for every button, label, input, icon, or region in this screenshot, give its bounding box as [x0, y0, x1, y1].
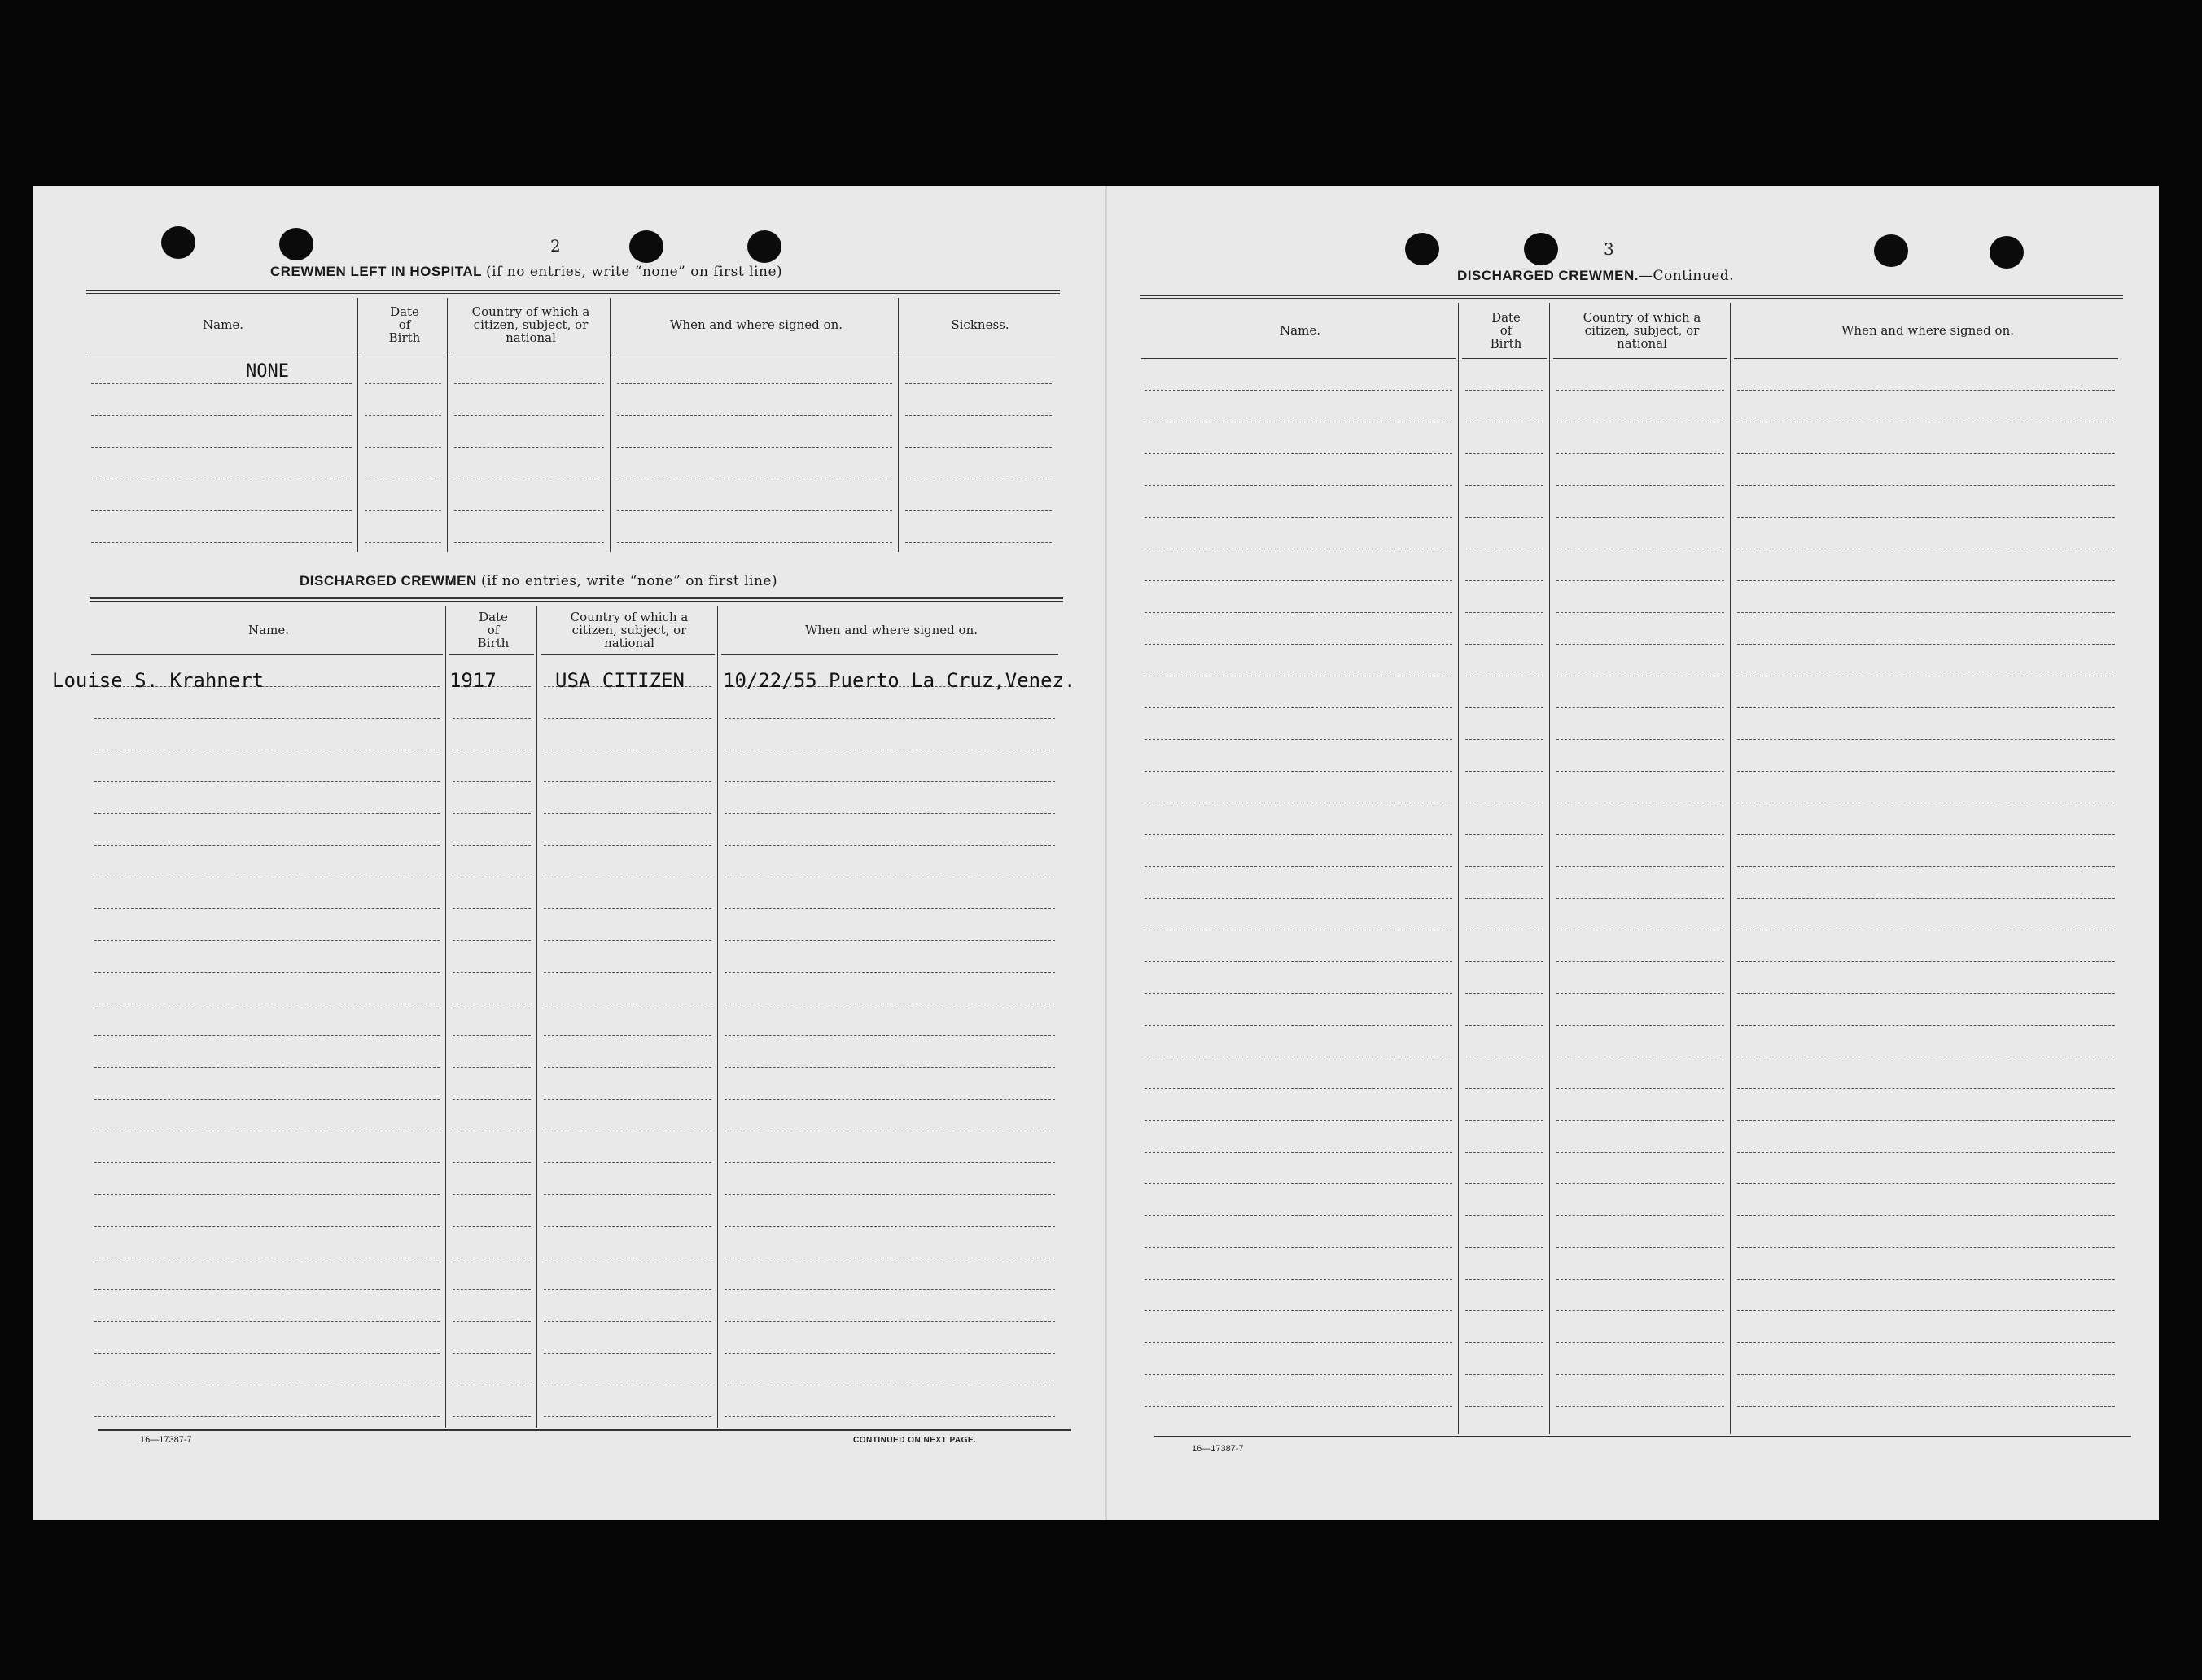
column-divider	[447, 298, 448, 552]
entry-line	[454, 542, 604, 543]
entry-line	[1465, 771, 1543, 772]
header-underline	[1734, 358, 2118, 359]
entry-line	[1737, 993, 2115, 994]
entry-line	[94, 718, 440, 719]
column-divider	[445, 606, 446, 1428]
entry-line	[1556, 1183, 1724, 1184]
entry-line	[453, 972, 531, 973]
entry-line	[725, 1226, 1055, 1227]
entry-line	[1737, 1374, 2115, 1375]
page-number-left: 2	[550, 236, 561, 256]
entry-line	[544, 718, 711, 719]
column-divider	[1458, 303, 1459, 1434]
entry-line	[1556, 866, 1724, 867]
entry-line	[91, 510, 352, 511]
entry-line	[94, 1226, 440, 1227]
entry-line	[617, 447, 892, 448]
left-bottom-rule	[98, 1429, 1071, 1431]
entry-line	[544, 972, 711, 973]
entry-line	[453, 1226, 531, 1227]
entry-line	[544, 1416, 711, 1417]
entry-line	[1737, 898, 2115, 899]
column-divider	[536, 606, 537, 1428]
right-top-rule	[1140, 295, 2123, 299]
discharged-table	[52, 606, 1076, 1428]
punch-hole	[1874, 234, 1908, 267]
entry-line	[725, 1321, 1055, 1322]
column-header: When and where signed on.	[1841, 323, 2014, 338]
entry-line	[1556, 644, 1724, 645]
entry-line	[1465, 1152, 1543, 1153]
entry-line	[544, 1226, 711, 1227]
entry-line	[1465, 1279, 1543, 1280]
punch-hole	[629, 230, 663, 263]
continued-table	[1140, 303, 2123, 1434]
punch-hole	[1990, 236, 2024, 269]
entry-line	[1145, 866, 1452, 867]
column-header: When and where signed on.	[804, 623, 978, 637]
entry-line	[1465, 644, 1543, 645]
entry-line	[1737, 771, 2115, 772]
entry-line	[453, 781, 531, 782]
entry-line	[453, 1416, 531, 1417]
entry-line	[1465, 834, 1543, 835]
entry-line	[1556, 1120, 1724, 1121]
entry-line	[94, 1067, 440, 1068]
page-number-right: 3	[1604, 239, 1614, 259]
entry-line	[1556, 1025, 1724, 1026]
entry-line	[1556, 1088, 1724, 1089]
entry-line	[91, 383, 352, 384]
entry-line	[1737, 580, 2115, 581]
entry-line	[1556, 739, 1724, 740]
entry-line	[94, 813, 440, 814]
entry-line	[1145, 1120, 1452, 1121]
entry-line	[1737, 1088, 2115, 1089]
column-header: Name.	[1280, 323, 1320, 338]
hospital-top-rule	[86, 290, 1060, 294]
entry-line	[1465, 390, 1543, 391]
entry-line	[1145, 739, 1452, 740]
entry-signed-on: 10/22/55 Puerto La Cruz,Venez.	[723, 669, 1076, 692]
entry-line	[725, 718, 1055, 719]
entry-line	[453, 813, 531, 814]
entry-line	[1145, 961, 1452, 962]
document-sheet	[33, 186, 2159, 1520]
entry-line	[1145, 580, 1452, 581]
entry-line	[453, 718, 531, 719]
entry-line	[544, 781, 711, 782]
entry-line	[1145, 898, 1452, 899]
entry-line	[94, 781, 440, 782]
entry-line	[94, 845, 440, 846]
entry-line	[453, 1035, 531, 1036]
page-fold	[1105, 186, 1107, 1520]
entry-line	[1145, 1183, 1452, 1184]
entry-line	[1145, 644, 1452, 645]
entry-line	[1737, 1025, 2115, 1026]
entry-line	[94, 1416, 440, 1417]
entry-line	[1556, 612, 1724, 613]
entry-line	[1737, 390, 2115, 391]
entry-line	[544, 1289, 711, 1290]
entry-line	[544, 1194, 711, 1195]
entry-line	[1737, 453, 2115, 454]
entry-line	[94, 1194, 440, 1195]
column-header: Name.	[203, 317, 243, 332]
column-header: Country of which a citizen, subject, or national	[1583, 310, 1701, 351]
entry-line	[905, 383, 1052, 384]
entry-line	[1145, 1215, 1452, 1216]
header-underline	[1462, 358, 1547, 359]
entry-line	[94, 1353, 440, 1354]
entry-line	[453, 1194, 531, 1195]
column-header: Country of which a citizen, subject, or national	[570, 610, 689, 650]
entry-line	[725, 1162, 1055, 1163]
entry-line	[1737, 961, 2115, 962]
entry-line	[1737, 1279, 2115, 1280]
entry-line	[725, 1035, 1055, 1036]
entry-line	[1145, 1342, 1452, 1343]
entry-line	[617, 542, 892, 543]
column-divider	[898, 298, 899, 552]
entry-line	[453, 1099, 531, 1100]
header-underline	[721, 654, 1058, 655]
entry-line	[1465, 1025, 1543, 1026]
discharged-section-title	[300, 573, 777, 589]
entry-line	[1145, 1406, 1452, 1407]
entry-line	[1737, 612, 2115, 613]
hospital-title-note: (if no entries, write “none” on first line)	[486, 264, 783, 280]
entry-line	[1556, 485, 1724, 486]
entry-line	[544, 1067, 711, 1068]
discharged-title-text: DISCHARGED CREWMEN	[300, 573, 477, 588]
column-header: Name.	[248, 623, 289, 637]
entry-line	[1465, 898, 1543, 899]
continued-title-note: —Continued.	[1638, 268, 1735, 284]
entry-line	[1737, 1183, 2115, 1184]
header-underline	[1141, 358, 1456, 359]
entry-line	[1737, 1120, 2115, 1121]
entry-line	[1465, 1120, 1543, 1121]
header-underline	[1553, 358, 1727, 359]
entry-line	[453, 940, 531, 941]
column-divider	[717, 606, 718, 1428]
entry-line	[1145, 771, 1452, 772]
entry-birth: 1917	[449, 669, 497, 692]
header-underline	[449, 654, 534, 655]
entry-line	[544, 813, 711, 814]
hospital-title-text: CREWMEN LEFT IN HOSPITAL	[270, 264, 482, 279]
entry-line	[725, 1067, 1055, 1068]
entry-line	[1556, 1152, 1724, 1153]
entry-line	[1556, 1342, 1724, 1343]
entry-line	[94, 1035, 440, 1036]
entry-line	[1465, 961, 1543, 962]
entry-line	[905, 510, 1052, 511]
entry-line	[1145, 517, 1452, 518]
entry-line	[544, 1035, 711, 1036]
entry-line	[454, 383, 604, 384]
entry-line	[1556, 1310, 1724, 1311]
column-divider	[1730, 303, 1731, 1434]
entry-line	[1556, 898, 1724, 899]
entry-line	[1465, 1342, 1543, 1343]
header-underline	[541, 654, 715, 655]
entry-line	[1145, 993, 1452, 994]
entry-line	[725, 1353, 1055, 1354]
entry-line	[453, 845, 531, 846]
entry-line	[453, 1067, 531, 1068]
entry-line	[905, 447, 1052, 448]
entry-line	[1465, 485, 1543, 486]
entry-line	[1465, 993, 1543, 994]
entry-line	[544, 1099, 711, 1100]
entry-line	[1465, 1215, 1543, 1216]
entry-line	[1737, 866, 2115, 867]
entry-line	[1465, 1374, 1543, 1375]
form-number-right: 16—17387-7	[1192, 1444, 1244, 1454]
column-header: Sickness.	[951, 317, 1009, 332]
entry-line	[1556, 1406, 1724, 1407]
column-header: Country of which a citizen, subject, or national	[471, 304, 590, 345]
entry-line	[1556, 453, 1724, 454]
entry-line	[1737, 739, 2115, 740]
entry-line	[94, 940, 440, 941]
entry-line	[1556, 771, 1724, 772]
column-header: Date of Birth	[477, 610, 510, 650]
entry-line	[1465, 1247, 1543, 1248]
entry-line	[725, 1194, 1055, 1195]
entry-line	[1737, 834, 2115, 835]
entry-line	[454, 447, 604, 448]
punch-hole	[279, 228, 313, 260]
entry-line	[1556, 580, 1724, 581]
entry-line	[1737, 1152, 2115, 1153]
entry-line	[1737, 1310, 2115, 1311]
continued-section-title	[1457, 268, 1734, 284]
entry-line	[365, 542, 441, 543]
entry-line	[454, 510, 604, 511]
entry-line	[1556, 1279, 1724, 1280]
entry-line	[94, 908, 440, 909]
entry-line	[544, 940, 711, 941]
continued-note: CONTINUED ON NEXT PAGE.	[853, 1436, 977, 1445]
column-header: When and where signed on.	[669, 317, 843, 332]
entry-line	[1465, 580, 1543, 581]
entry-line	[1737, 1406, 2115, 1407]
entry-line	[1465, 739, 1543, 740]
entry-line	[94, 1099, 440, 1100]
entry-line	[1737, 1247, 2115, 1248]
entry-line	[1145, 1374, 1452, 1375]
header-underline	[91, 654, 443, 655]
hospital-section-title	[270, 264, 782, 280]
entry-line	[544, 1321, 711, 1322]
entry-line	[365, 447, 441, 448]
column-divider	[610, 298, 611, 552]
entry-line	[617, 510, 892, 511]
entry-line	[365, 510, 441, 511]
entry-name: Louise S. Krahnert	[52, 669, 265, 692]
entry-line	[1556, 390, 1724, 391]
punch-hole	[1405, 233, 1439, 265]
entry-line	[365, 383, 441, 384]
entry-line	[453, 1289, 531, 1290]
entry-line	[544, 1162, 711, 1163]
entry-line	[1145, 390, 1452, 391]
entry-country: USA CITIZEN	[555, 669, 685, 692]
entry-line	[1737, 1215, 2115, 1216]
entry-line	[1737, 517, 2115, 518]
entry-line	[94, 1289, 440, 1290]
entry-line	[1556, 1247, 1724, 1248]
entry-line	[1556, 1374, 1724, 1375]
entry-line	[1556, 834, 1724, 835]
entry-line	[1465, 866, 1543, 867]
entry-line	[725, 972, 1055, 973]
entry-line	[617, 383, 892, 384]
entry-line	[1145, 453, 1452, 454]
entry-line	[1556, 1215, 1724, 1216]
column-header: Date of Birth	[1490, 310, 1522, 351]
entry-line	[1145, 834, 1452, 835]
right-bottom-rule	[1154, 1436, 2131, 1437]
column-divider	[1549, 303, 1550, 1434]
entry-line	[1556, 993, 1724, 994]
entry-line	[617, 415, 892, 416]
entry-line	[94, 972, 440, 973]
entry-line	[1145, 1279, 1452, 1280]
entry-line	[1465, 1088, 1543, 1089]
entry-line	[94, 1321, 440, 1322]
entry-line	[725, 940, 1055, 941]
entry-line	[1556, 707, 1724, 708]
entry-line	[1737, 644, 2115, 645]
entry-line	[1737, 707, 2115, 708]
entry-line	[1145, 1152, 1452, 1153]
entry-line	[453, 1162, 531, 1163]
entry-line	[725, 813, 1055, 814]
entry-line	[1465, 1310, 1543, 1311]
entry-line	[1737, 485, 2115, 486]
entry-line	[725, 1099, 1055, 1100]
entry-line	[1737, 1342, 2115, 1343]
entry-line	[1145, 485, 1452, 486]
entry-line	[905, 542, 1052, 543]
entry-line	[1465, 612, 1543, 613]
entry-line	[725, 1289, 1055, 1290]
entry-line	[725, 1416, 1055, 1417]
entry-line	[365, 415, 441, 416]
entry-line	[91, 415, 352, 416]
entry-line	[453, 1321, 531, 1322]
entry-line	[94, 1162, 440, 1163]
entry-line	[1556, 517, 1724, 518]
entry-line	[905, 415, 1052, 416]
entry-line	[1145, 1088, 1452, 1089]
entry-line	[1145, 1247, 1452, 1248]
entry-line	[91, 542, 352, 543]
discharged-top-rule	[90, 597, 1063, 602]
entry-line	[454, 415, 604, 416]
discharged-title-note: (if no entries, write “none” on first line)	[480, 573, 778, 589]
entry-line	[1145, 707, 1452, 708]
entry-line	[1465, 1406, 1543, 1407]
hospital-table	[86, 298, 1060, 552]
entry-line	[1556, 961, 1724, 962]
punch-hole	[747, 230, 781, 263]
punch-hole	[1524, 233, 1558, 265]
hospital-first-entry: NONE	[246, 361, 289, 382]
entry-line	[1145, 612, 1452, 613]
column-divider	[357, 298, 358, 552]
form-number-left: 16—17387-7	[140, 1435, 192, 1445]
entry-line	[725, 908, 1055, 909]
entry-line	[544, 1353, 711, 1354]
entry-line	[1145, 1025, 1452, 1026]
entry-line	[453, 1353, 531, 1354]
entry-line	[1465, 517, 1543, 518]
entry-line	[1465, 1183, 1543, 1184]
column-header: Date of Birth	[388, 304, 421, 345]
entry-line	[453, 908, 531, 909]
continued-title-text: DISCHARGED CREWMEN.	[1457, 268, 1639, 283]
entry-line	[91, 447, 352, 448]
entry-line	[1465, 453, 1543, 454]
entry-line	[544, 845, 711, 846]
entry-line	[725, 845, 1055, 846]
entry-line	[725, 781, 1055, 782]
entry-line	[544, 908, 711, 909]
entry-line	[1465, 707, 1543, 708]
punch-hole	[161, 226, 195, 259]
entry-line	[1145, 1310, 1452, 1311]
